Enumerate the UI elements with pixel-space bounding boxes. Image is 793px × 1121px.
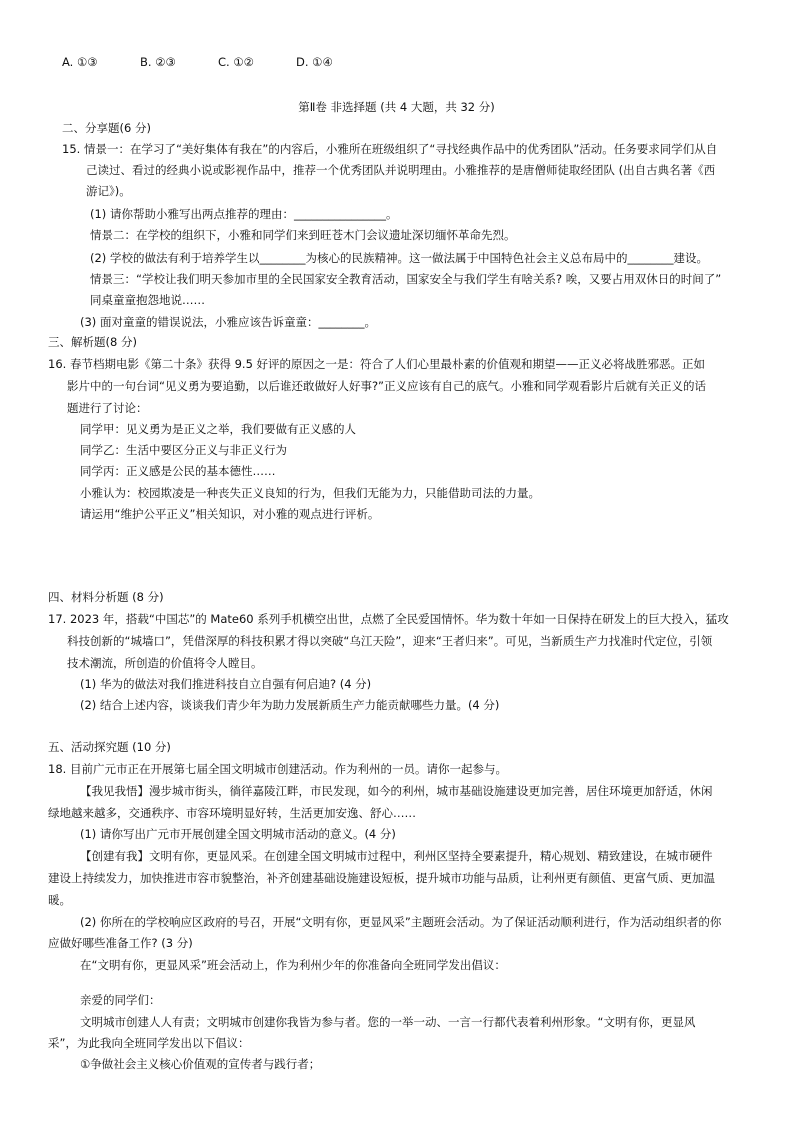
q16-student-a: 同学甲：见义勇为是正义之举，我们要做有正义感的人 [80,422,356,436]
q18-greeting: 亲爱的同学们： [80,993,161,1007]
section-heading-activity: 五、活动探究题 (10 分) [48,740,171,754]
section-heading-share: 二、分享题(6 分) [62,121,151,135]
q18-proposal-line2: 采”，为此我向全班同学发出以下倡议： [48,1036,250,1050]
q17-line3: 技术潮流，所创造的价值将令人瞠目。 [67,656,263,670]
option-a: A. ①③ [62,55,98,69]
q15-scene3-line2: 同桌童童抱怨地说…… [90,293,205,307]
q17-line2: 科技创新的“城墙口”，凭借深厚的科技积累才得以突破“乌江天险”，迎来“王者归来”。可见，当新质生产力找准时代定位，引领 [67,634,713,648]
section-heading-analysis: 三、解析题(8 分) [48,335,137,349]
option-d: D. ①④ [296,55,333,69]
part-title: 第Ⅱ卷 非选择题 (共 4 大题，共 32 分) [298,100,495,114]
q16-line3: 题进行了讨论： [67,401,148,415]
q15-line3: 游记》)。 [86,184,131,198]
q15-sub3: (3) 面对童童的错误说法，小雅应该告诉童童：________。 [80,315,376,329]
q18-sub1: (1) 请你写出广元市开展创建全国文明城市活动的意义。(4 分) [80,827,396,841]
q15-sub1: (1) 请你帮助小雅写出两点推荐的理由：________________。 [90,207,398,221]
q18-proposal-intro: 在“文明有你，更显风采”班会活动上，作为利州少年的你准备向全班同学发出倡议： [80,958,506,972]
option-c: C. ①② [218,55,254,69]
q15-scene2: 情景二：在学校的组织下，小雅和同学们来到旺苍木门会议遗址深切缅怀革命先烈。 [90,228,516,242]
answer-options [62,55,333,69]
q15-sub2: (2) 学校的做法有利于培养学生以________为核心的民族精神。这一做法属于中国特色社会主义总布局中的________建设。 [90,251,708,265]
q17-sub1: (1) 华为的做法对我们推进科技自立自强有何启迪? (4 分) [80,677,372,691]
option-b: B. ②③ [140,55,176,69]
q18-observe-line2: 绿地越来越多，交通秩序、市容环境明显好转，生活更加安逸、舒心…… [48,806,416,820]
q18-create-line1: 【创建有我】文明有你，更显风采。在创建全国文明城市过程中，利州区坚持全要素提升，精心规划、精致建设，在城市硬件 [80,849,713,863]
q16-task: 请运用“维护公平正义”相关知识，对小雅的观点进行评析。 [80,507,380,521]
q16-student-c: 同学丙：正义感是公民的基本德性…… [80,464,276,478]
q18-sub2-line2: 应做好哪些准备工作? (3 分) [48,936,193,950]
q18-sub2-line1: (2) 你所在的学校响应区政府的号召，开展“文明有你，更显风采”主题班会活动。为了保证活动顺利进行，作为活动组织者的你 [80,915,722,929]
q15-scene3-line1: 情景三：“学校让我们明天参加市里的全民国家安全教育活动，国家安全与我们学生有啥关系? 唉，又要占用双休日的时间了” [90,272,722,286]
section-heading-material: 四、材料分析题 (8 分) [48,590,164,604]
q18-proposal-line1: 文明城市创建人人有责；文明城市创建你我皆为参与者。您的一举一动、一言一行都代表着利州形象。“文明有你，更显风 [80,1015,696,1029]
q16-student-b: 同学乙：生活中要区分正义与非正义行为 [80,443,287,457]
q16-xiaoya-view: 小雅认为：校园欺凌是一种丧失正义良知的行为，但我们无能为力，只能借助司法的力量。 [80,486,540,500]
q17-line1: 17. 2023 年，搭载“中国芯”的 Mate60 系列手机横空出世，点燃了全民爱国情怀。华为数十年如一日保持在研发上的巨大投入，猛攻 [48,612,729,626]
q18-observe-line1: 【我见我悟】漫步城市街头，徜徉嘉陵江畔，市民发现，如今的利州，城市基础设施建设更加完善，居住环境更加舒适，休闲 [80,784,713,798]
q18-create-line2: 建设上持续发力，加快推进市容市貌整治，补齐创建基础设施建设短板，提升城市功能与品质，让利州更有颜值、更富气质、更加温 [48,871,715,885]
q17-sub2: (2) 结合上述内容，谈谈我们青少年为助力发展新质生产力能贡献哪些力量。(4 分) [80,698,500,712]
q15-line1: 15. 情景一：在学习了“美好集体有我在”的内容后，小雅所在班级组织了“寻找经典作品中的优秀团队”活动。任务要求同学们从自 [62,142,718,156]
q18-create-line3: 暖。 [48,893,71,907]
q18-line1: 18. 目前广元市正在开展第七届全国文明城市创建活动。作为利州的一员。请你一起参与。 [48,762,507,776]
q16-line1: 16. 春节档期电影《第二十条》获得 9.5 好评的原因之一是：符合了人们心里最朴素的价值观和期望——正义必将战胜邪恶。正如 [48,357,706,371]
q16-line2: 影片中的一句台词“见义勇为要追勤，以后谁还敢做好人好事?”正义应该有自己的底气。小雅和同学观看影片后就有关正义的话 [67,379,707,393]
q15-line2: 己读过、看过的经典小说或影视作品中，推荐一个优秀团队并说明理由。小雅推荐的是唐僧师徒取经团队 (出自古典名著《西 [86,163,716,177]
q18-proposal-item1: ①争做社会主义核心价值观的宣传者与践行者； [80,1057,321,1071]
